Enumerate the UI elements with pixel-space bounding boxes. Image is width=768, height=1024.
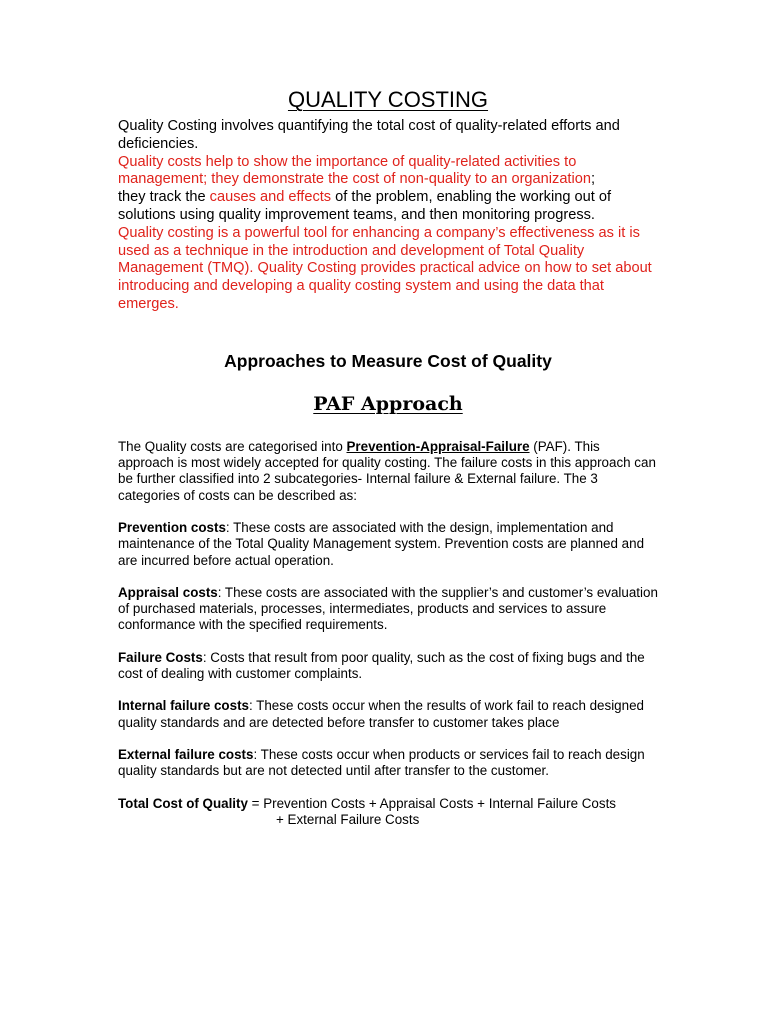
definition-internal-failure [118, 698, 658, 731]
intro-semicolon: ; [590, 171, 596, 188]
intro-paragraph [118, 118, 658, 314]
definition-appraisal [118, 585, 658, 634]
intro-causes-effects-highlight: causes and effects [209, 189, 332, 206]
definition-prevention [118, 520, 658, 569]
definition-term: External failure costs [118, 746, 254, 762]
intro-sentence-4-highlight: Quality costing is a powerful tool for enhancing a company’s effectiveness as it is used as a technique in the introduction and development of Total Quality Management (TMQ). Quality Costing provides practical advice on how to set about introducing and developing a quality costing system and using the data that emerges. [118, 224, 652, 312]
definition-text: : These costs are associated with the supplier’s and customer’s evaluation of purchased materials, processes, intermediates, products and services to assure conformance with the specified requirements. [118, 584, 658, 633]
total-cost-line-2: + External Failure Costs [276, 811, 420, 827]
definition-text: : Costs that result from poor quality, such as the cost of fixing bugs and the cost of dealing with customer complaints. [118, 649, 645, 682]
document-title: QUALITY COSTING [287, 87, 489, 112]
paf-heading: PAF Approach [313, 392, 463, 415]
intro-sentence-3a: they track the [118, 189, 210, 206]
definition-external-failure [118, 747, 658, 780]
definition-text: : These costs occur when the results of work fail to reach designed quality standards and are detected before transfer to customer takes place [118, 698, 644, 730]
definition-text: : These costs occur when products or services fail to reach design quality standards but are not detected until after transfer to the customer. [118, 746, 645, 779]
definition-term: Failure Costs [118, 649, 203, 665]
definition-text: : These costs are associated with the design, implementation and maintenance of the Total Quality Management system. Prevention costs are planned and are incurred before actual operation. [118, 519, 645, 568]
definition-term: Appraisal costs [118, 584, 218, 600]
document-page [118, 86, 658, 828]
paf-intro-before: The Quality costs are categorised into [118, 438, 347, 454]
total-cost-term: Total Cost of Quality [118, 795, 248, 811]
definition-failure [118, 650, 658, 683]
total-cost-equation: = Prevention Costs + Appraisal Costs + Internal Failure Costs [247, 795, 616, 811]
approaches-heading: Approaches to Measure Cost of Quality [224, 350, 552, 371]
total-cost-formula [118, 796, 658, 829]
paf-intro-term: Prevention-Appraisal-Failure [346, 438, 530, 454]
total-cost-line-1 [118, 796, 658, 812]
intro-sentence-2-highlight: Quality costs help to show the importance of quality-related activities to management; they demonstrate the cost of non-quality to an organization [118, 153, 591, 188]
definition-term: Prevention costs [118, 519, 226, 535]
intro-sentence-3b: of the problem, enabling the working out of solutions using quality improvement teams, and then monitoring progress. [118, 189, 611, 223]
definition-term: Internal failure costs [118, 698, 249, 714]
paf-intro-paragraph [118, 439, 658, 504]
paf-intro-after: (PAF). This approach is most widely accepted for quality costing. The failure costs in this approach can be further classified into 2 subcategories- Internal failure & External failure. The 3 categories of costs can be described as: [118, 438, 656, 503]
intro-sentence-1: Quality Costing involves quantifying the total cost of quality-related efforts and deficiencies. [118, 118, 620, 152]
